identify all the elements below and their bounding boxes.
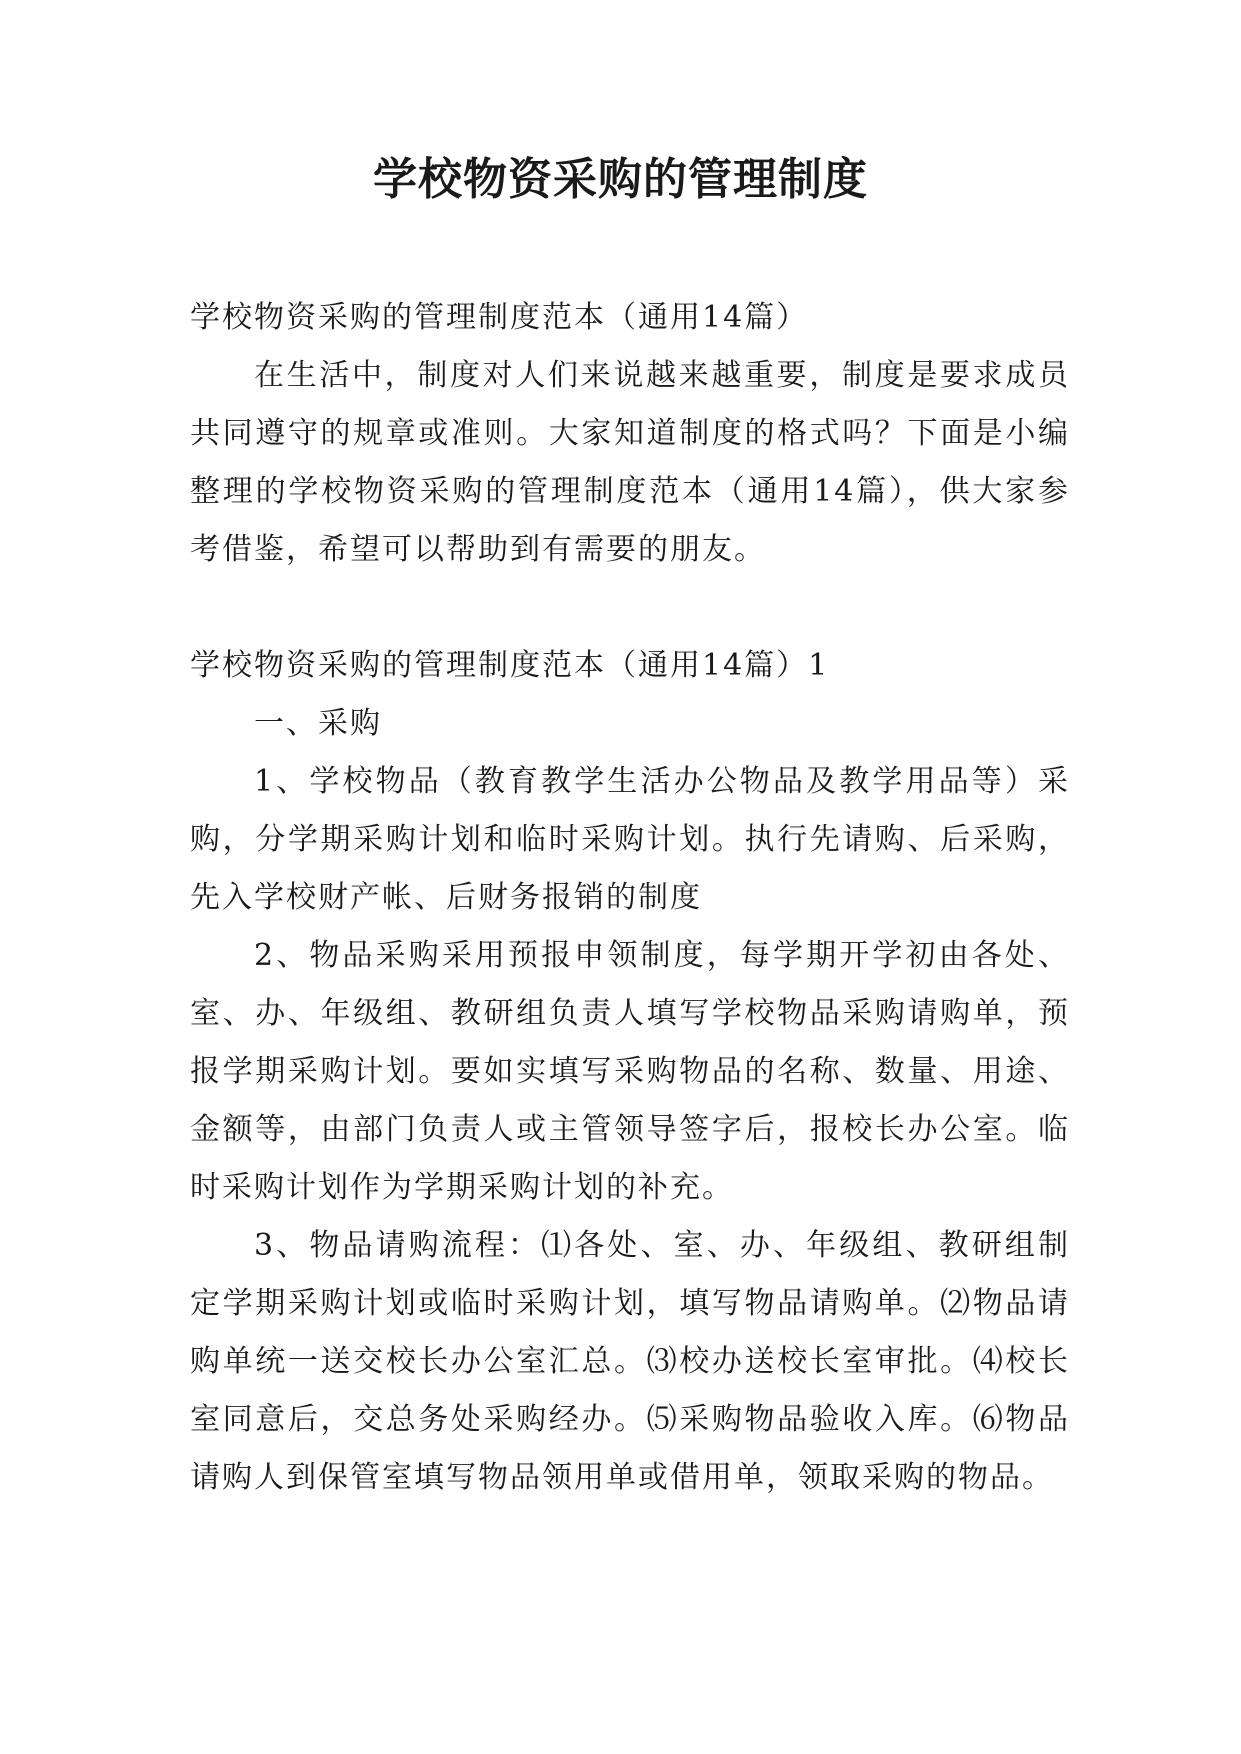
paragraph-item-3: 3、物品请购流程：⑴各处、室、办、年级组、教研组制定学期采购计划或临时采购计划，填写物品请购单。⑵物品请购单统一送交校长办公室汇总。⑶校办送校长室审批。⑷校长室同意后，交总务处采购经办。⑸采购物品验收入库。⑹物品请购人到保管室填写物品领用单或借用单，领取采购的物品。 [190,1228,1070,1495]
section-spacer [190,579,1070,637]
section-heading: 一、采购 [254,706,382,741]
section-title: 学校物资采购的管理制度范本（通用14篇）1 [190,648,830,683]
document-subtitle: 学校物资采购的管理制度范本（通用14篇） [190,300,809,335]
paragraph-item-1: 1、学校物品（教育教学生活办公物品及教学用品等）采购，分学期采购计划和临时采购计划。执行先请购、后采购，先入学校财产帐、后财务报销的制度 [190,764,1070,915]
document-body [190,289,1070,1507]
document-title: 学校物资采购的管理制度 [373,154,868,205]
intro-paragraph: 在生活中，制度对人们来说越来越重要，制度是要求成员共同遵守的规章或准则。大家知道制度的格式吗？下面是小编整理的学校物资采购的管理制度范本（通用14篇），供大家参考借鉴，希望可以帮助到有需要的朋友。 [190,358,1070,567]
paragraph-item-2: 2、物品采购采用预报申领制度，每学期开学初由各处、室、办、年级组、教研组负责人填写学校物品采购请购单，预报学期采购计划。要如实填写采购物品的名称、数量、用途、金额等，由部门负责人或主管领导签字后，报校长办公室。临时采购计划作为学期采购计划的补充。 [190,938,1070,1205]
